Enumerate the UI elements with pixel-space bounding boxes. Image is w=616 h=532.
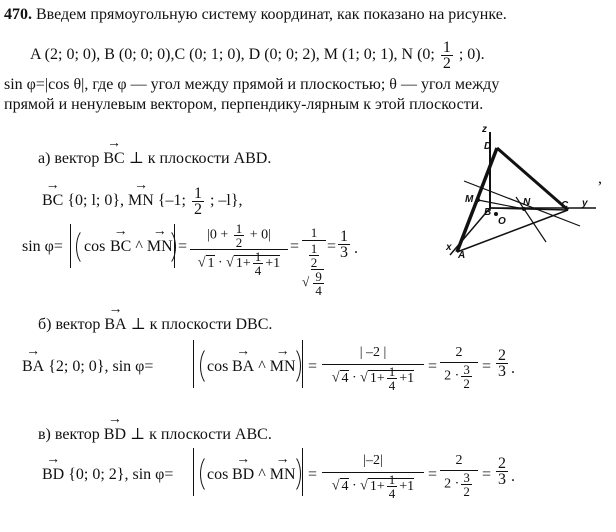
quarter-fraction	[253, 250, 264, 277]
period: .	[511, 468, 515, 485]
equals: =	[308, 466, 318, 483]
label-c: C	[561, 200, 569, 211]
fraction-numerator: 1	[442, 39, 451, 56]
numerator-end: + 0|	[246, 227, 271, 243]
problem-number: 470.	[4, 6, 32, 23]
part-a-perp: ⊥ к плоскости ABD.	[128, 150, 272, 167]
sqrt-part: +1	[399, 370, 415, 386]
part-a-main-fraction: |0 + $\frac{1}{2}$ + 0| √ 1 · √ 1+ $\frac{1}{4}$ +1	[190, 222, 288, 277]
mn-coords-start: {–1;	[157, 192, 186, 210]
problem-intro: Введем прямоугольную систему координат, как показано на рисунке.	[36, 6, 507, 23]
equals: =	[428, 466, 438, 483]
dot-operator: ·	[352, 478, 357, 494]
vector-ba: → BA	[22, 358, 44, 376]
vector-ba: → BA	[232, 358, 254, 376]
tetrahedron-figure	[440, 118, 600, 268]
equals: =	[178, 238, 188, 255]
vector-bd: → BD	[42, 466, 64, 484]
fraction-denominator: 2	[463, 376, 470, 391]
fraction-denominator: 2	[310, 255, 318, 270]
n-coordinate-fraction	[441, 40, 453, 71]
fraction-numerator: 1	[310, 241, 318, 256]
two-thirds	[496, 456, 508, 487]
part-c-cos: cos	[207, 466, 229, 483]
sqrt-part: 1+	[369, 370, 385, 386]
part-a-result-1: 1 $\frac{1}{2}$ √ $\frac{9}{4}$	[302, 226, 326, 297]
part-c-label: в) вектор	[38, 426, 100, 443]
part-a-heading	[38, 150, 271, 168]
vector-mn: → MN	[270, 358, 296, 376]
part-a-coords	[42, 186, 243, 217]
part-c-coords	[42, 466, 173, 484]
bc-coords: {0; l; 0},	[67, 192, 125, 210]
fraction-denominator: 2	[463, 484, 470, 499]
fraction-denominator: 3	[498, 471, 506, 488]
part-b-result-1	[440, 344, 478, 390]
fraction-denominator: 2	[442, 55, 451, 72]
mn-fraction	[192, 186, 204, 217]
result-numerator: 1	[310, 225, 318, 240]
sqrt-part: +1	[265, 255, 281, 271]
fraction-denominator: 4	[254, 263, 262, 278]
vector-mn: → MN	[270, 466, 296, 484]
fraction-numerator: 1	[193, 185, 202, 202]
part-b-perp: ⊥ к плоскости DBC.	[130, 316, 273, 333]
fraction-numerator: 2	[498, 455, 506, 472]
angle-caret: ^	[258, 358, 266, 375]
label-z: z	[482, 124, 487, 135]
points-line	[30, 40, 485, 71]
two-thirds	[496, 348, 508, 379]
part-b-main-fraction: | –2 | √ 4 · √ 1+ $\frac{1}{4}$ +1	[322, 342, 424, 392]
three-halves	[461, 363, 472, 390]
part-b-coords	[22, 358, 153, 376]
fraction-numerator: 1	[388, 364, 396, 379]
fraction-numerator: 9	[315, 269, 322, 284]
period: .	[354, 240, 358, 257]
sqrt-expression	[234, 249, 281, 278]
label-a: A	[458, 250, 466, 261]
equals: =	[308, 358, 318, 375]
sqrt-one: 1	[207, 255, 215, 271]
numerator: | –2 |	[359, 345, 387, 360]
part-c-perp: ⊥ к плоскости ABC.	[130, 426, 272, 443]
dot-operator: ·	[218, 255, 223, 271]
part-a-cos: cos	[84, 238, 106, 255]
fraction-denominator: 4	[315, 283, 322, 298]
part-b-heading	[38, 316, 272, 334]
label-m: M	[465, 194, 474, 205]
points-end: ; 0).	[458, 46, 485, 64]
points-text: A (2; 0; 0), B (0; 0; 0),C (0; 1; 0), D (0; 0; 2), M (1; 0; 1), N (0;	[30, 46, 435, 64]
vector-bd: → BD	[104, 426, 126, 444]
part-b-cos: cos	[207, 358, 229, 375]
vector-bd: → BD	[232, 466, 254, 484]
part-c-result-1	[440, 452, 478, 498]
fraction-denominator: 4	[388, 378, 396, 393]
sqrt-part: +1	[399, 478, 415, 494]
dot-operator: ·	[352, 370, 357, 386]
vector-bc: → BC	[103, 150, 124, 168]
mn-coords-end: ; –l},	[209, 192, 243, 210]
fraction-numerator: 2	[498, 347, 506, 364]
fraction-denominator: 4	[388, 486, 396, 501]
sqrt-four: 4	[341, 478, 349, 494]
vector-bc: → BC	[42, 192, 63, 210]
label-o: O	[498, 216, 506, 227]
sqrt-expression	[368, 364, 415, 393]
half-fraction	[234, 222, 245, 249]
result-denominator: 2 ·	[444, 476, 460, 492]
fraction-numerator: 3	[463, 470, 470, 485]
fraction-numerator: 1	[235, 221, 243, 236]
bd-coords: {0; 0; 2}, sin φ=	[68, 466, 174, 483]
equals: =	[482, 358, 492, 375]
label-n: N	[523, 197, 531, 208]
fraction-denominator: 2	[235, 235, 243, 250]
part-b-label: б) вектор	[38, 316, 101, 333]
sqrt-part: 1+	[235, 255, 251, 271]
vector-mn: → MN	[128, 192, 154, 210]
angle-caret: ^	[258, 466, 266, 483]
sqrt-four: 4	[341, 370, 349, 386]
one-third	[338, 229, 350, 260]
sqrt-expression	[368, 472, 415, 501]
inner-fraction	[309, 242, 320, 269]
vector-bc: → BC	[110, 238, 131, 256]
fraction-numerator: 1	[254, 249, 262, 264]
part-c-main-fraction: |–2| √ 4 · √ 1+ $\frac{1}{4}$ +1	[322, 450, 424, 500]
fraction-denominator: 3	[498, 363, 506, 380]
sqrt-part: 1+	[369, 478, 385, 494]
numerator-start: |0 +	[207, 227, 232, 243]
fraction-numerator: 1	[340, 228, 348, 245]
part-a-result-2	[336, 229, 352, 260]
label-b: B	[484, 207, 492, 218]
numerator: |–2|	[363, 453, 383, 468]
fraction-denominator: 2	[193, 201, 202, 218]
label-y: y	[582, 198, 588, 209]
label-x: x	[446, 242, 452, 253]
margin-mark: ,	[598, 170, 602, 187]
ba-coords: {2; 0; 0}, sin φ=	[48, 358, 154, 375]
quarter-fraction	[387, 365, 398, 392]
equals: =	[482, 466, 492, 483]
result-numerator: 2	[455, 453, 463, 468]
equals: =	[290, 238, 300, 255]
three-halves	[461, 471, 472, 498]
part-a-sin: sin φ=	[22, 238, 63, 255]
angle-caret: ^	[135, 238, 143, 255]
label-d: D	[484, 141, 492, 152]
part-c-result-2	[494, 456, 510, 487]
problem-header	[4, 6, 507, 24]
equals: =	[428, 358, 438, 375]
fraction-denominator: 3	[340, 244, 348, 261]
result-denominator: 2 ·	[444, 368, 460, 384]
equals: =	[327, 238, 337, 255]
period: .	[511, 360, 515, 377]
fraction-numerator: 3	[463, 362, 470, 377]
part-c-heading	[38, 426, 272, 444]
result-numerator: 2	[455, 345, 463, 360]
formula-line-2: прямой и ненулевым вектором, перпендику-лярным к этой плоскости.	[4, 96, 484, 113]
formula-line-1: sin φ=|cos θ|, где φ — угол между прямой и плоскостью; θ — угол между	[4, 76, 500, 93]
sqrt-fraction	[311, 269, 324, 297]
quarter-fraction	[387, 473, 398, 500]
part-b-result-2	[494, 348, 510, 379]
part-a-label: а) вектор	[38, 150, 100, 167]
vector-mn: → MN	[147, 238, 173, 256]
vector-ba: → BA	[104, 316, 126, 334]
fraction-numerator: 1	[388, 472, 396, 487]
